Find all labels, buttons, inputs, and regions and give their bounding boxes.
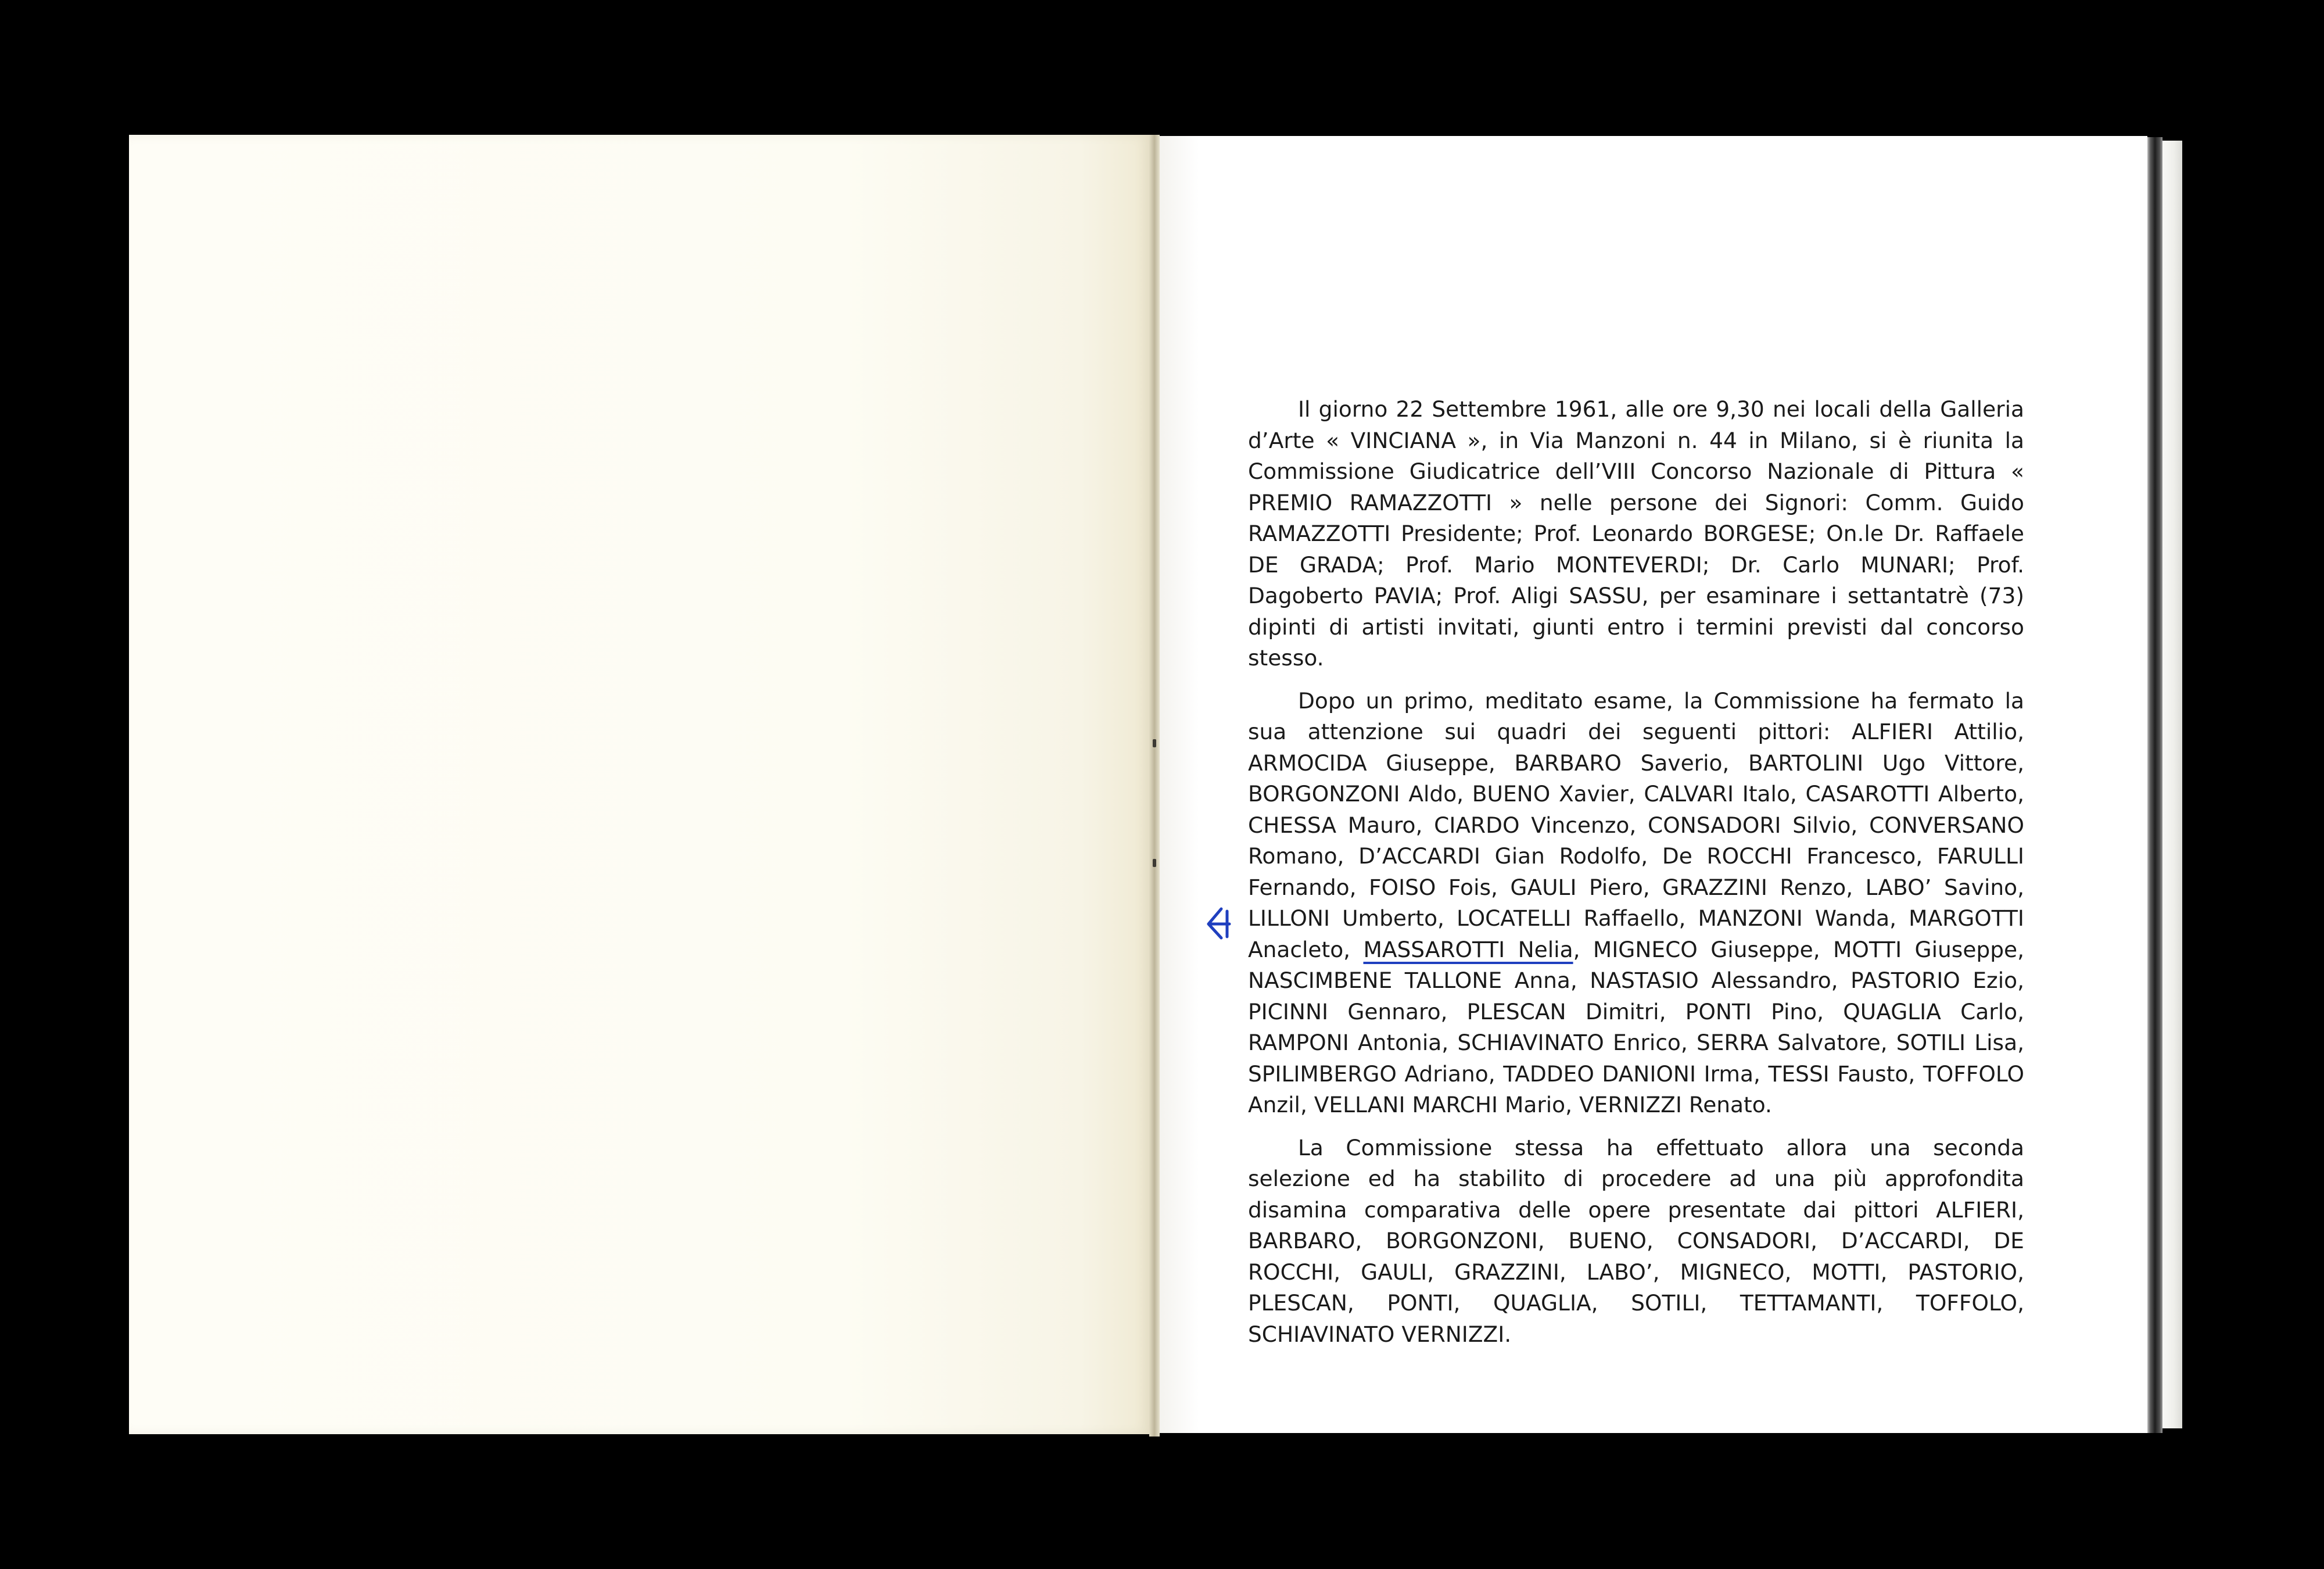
paragraph-first-selection-text-b: , MIGNECO Giuseppe, MOTTI Giuseppe, NASCIMBENE TALLONE Anna, NASTASIO Alessandro, PASTORIO Ezio, PICINNI Gennaro, PLESCAN Dimitri, PONTI Pino, QUAGLIA Carlo, RAMPONI Antonia, SCHIAVINATO Enrico, SERRA Salvatore, SOTILI Lisa, SPILIMBERGO Adriano, TADDEO DANIONI Irma, TESSI Fausto, TOFFOLO Anzil, VELLANI MARCHI Mario, VERNIZZI Renato.: [1248, 936, 2024, 1117]
paragraph-second-selection-text: La Commissione stessa ha effettuato allora una seconda selezione ed ha stabilito di procedere ad una più approfondita disamina comparativa delle opere presentate dai pittori ALFIERI, BARBARO, BORGONZONI, BUENO, CONSADORI, D’ACCARDI, DE ROCCHI, GAULI, GRAZZINI, LABO’, MIGNECO, MOTTI, PASTORIO, PLESCAN, PONTI, QUAGLIA, SOTILI, TETTAMANTI, TOFFOLO, SCHIAVINATO VERNIZZI.: [1248, 1134, 2024, 1347]
insert-photo-edge: [2147, 137, 2162, 1433]
paragraph-first-selection-text-a: Dopo un primo, meditato esame, la Commissione ha fermato la sua attenzione sui quadri dei seguenti pittori: ALFIERI Attilio, ARMOCIDA Giuseppe, BARBARO Saverio, BARTOLINI Ugo Vittore, BORGONZONI Aldo, BUENO Xavier, CALVARI Italo, CASAROTTI Alberto, CHESSA Mauro, CIARDO Vincenzo, CONSADORI Silvio, CONVERSANO Romano, D’ACCARDI Gian Rodolfo, De ROCCHI Francesco, FARULLI Fernando, FOISO Fois, GAULI Piero, GRAZZINI Renzo, LABO’ Savino, LILLONI Umberto, LOCATELLI Raffaello, MANZONI Wanda, MARGOTTI Anacleto,: [1248, 687, 2024, 962]
paragraph-first-selection: [1248, 686, 2024, 1121]
paragraph-commission-meeting: [1248, 394, 2024, 674]
handwritten-arrow-mark-icon: [1204, 907, 1235, 941]
left-page-blank: [129, 135, 1153, 1434]
back-cover-edge: [2162, 141, 2182, 1428]
paragraph-second-selection: [1248, 1133, 2024, 1351]
jury-report-text: [1248, 394, 2024, 1362]
booklet-spine: [1149, 135, 1160, 1437]
staple-top: [1153, 739, 1156, 747]
paragraph-commission-meeting-text: Il giorno 22 Settembre 1961, alle ore 9,30 nei locali della Galleria d’Arte « VINCIANA », in Via Manzoni n. 44 in Milano, si è riunita la Commissione Giudicatrice dell’VIII Concorso Nazionale di Pittura « PREMIO RAMAZZOTTI » nelle persone dei Signori: Comm. Guido RAMAZZOTTI Presidente; Prof. Leonardo BORGESE; On.le Dr. Raffaele DE GRADA; Prof. Mario MONTEVERDI; Dr. Carlo MUNARI; Prof. Dagoberto PAVIA; Prof. Aligi SASSU, per esaminare i settantatrè (73) dipinti di artisti invitati, giunti entro i termini previsti dal concorso stesso.: [1248, 396, 2024, 671]
staple-bottom: [1153, 859, 1156, 867]
pen-stroke-arrow: [1208, 909, 1229, 938]
underlined-name-massarotti: MASSAROTTI Nelia: [1363, 936, 1573, 962]
